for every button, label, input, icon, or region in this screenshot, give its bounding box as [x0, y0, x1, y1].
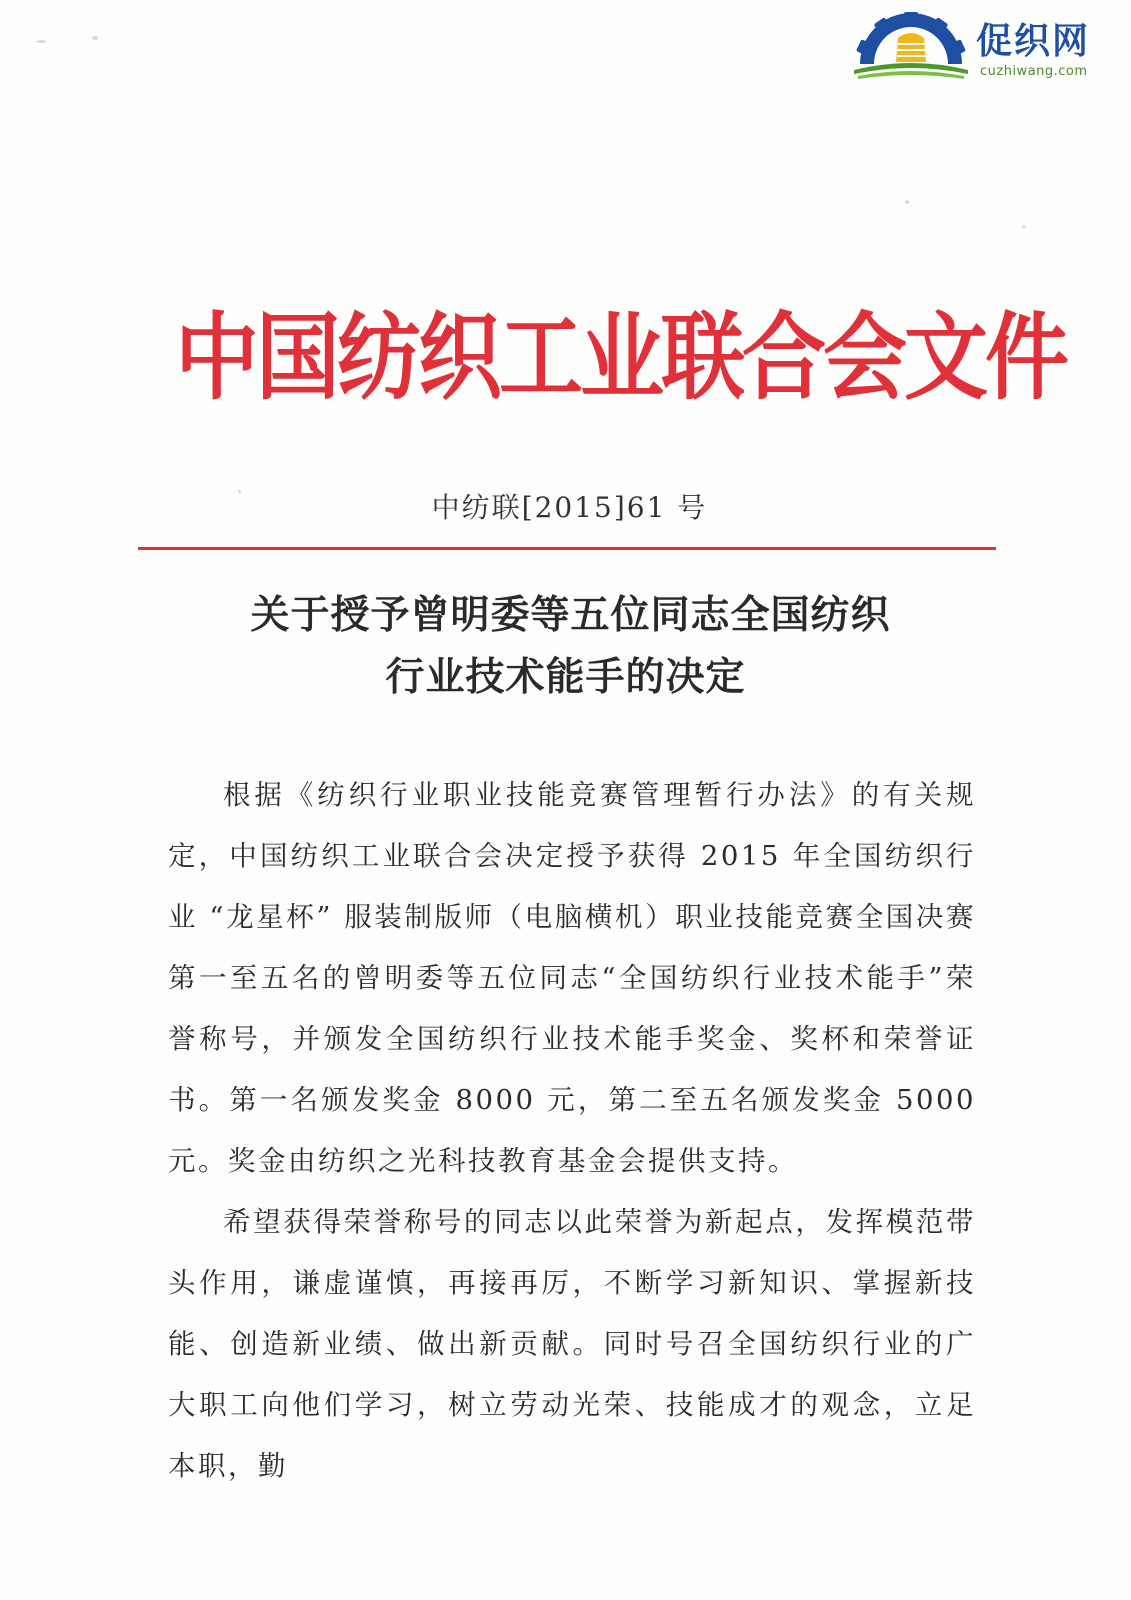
document-title-line-1: 关于授予曾明委等五位同志全国纺织: [250, 593, 891, 638]
body-paragraph: 根据《纺织行业职业技能竞赛管理暂行办法》的有关规定，中国纺织工业联合会决定授予获得 2015 年全国纺织行业 “龙星杯” 服装制版师（电脑横机）职业技能竞赛全国决赛第一至五名的曾明委等五位同志“全国纺织行业技术能手”荣誉称号，并颁发全国纺织行业技术能手奖金、奖杯和荣誉证书。第一名颁发奖金 8000 元，第二至五名颁发奖金 5000 元。奖金由纺织之光科技教育基金会提供支持。: [168, 779, 976, 1177]
document-body: [168, 765, 976, 1497]
document-title-line-2: 行业技术能手的决定: [385, 655, 746, 700]
scan-speck: [36, 40, 46, 43]
site-logo: [852, 12, 1107, 82]
logo-domain: cuzhiwang.com: [980, 64, 1088, 79]
scan-speck: [905, 200, 909, 204]
logo-name: 促织网: [976, 21, 1091, 62]
scan-speck: [1022, 225, 1026, 228]
red-divider-line: [138, 547, 996, 550]
document-masthead: 中国纺织工业联合会文件: [175, 302, 1067, 413]
body-paragraph: 希望获得荣誉称号的同志以此荣誉为新起点，发挥模范带头作用，谦虚谨慎，再接再厉，不断学习新知识、掌握新技能、创造新业绩、做出新贡献。同时号召全国纺织行业的广大职工向他们学习，树立劳动光荣、技能成才的观念，立足本职，勤: [168, 1206, 976, 1482]
scan-speck: [92, 36, 98, 40]
document-number: 中纺联[2015]61 号: [431, 491, 708, 524]
gear-logo-icon: [852, 12, 970, 82]
